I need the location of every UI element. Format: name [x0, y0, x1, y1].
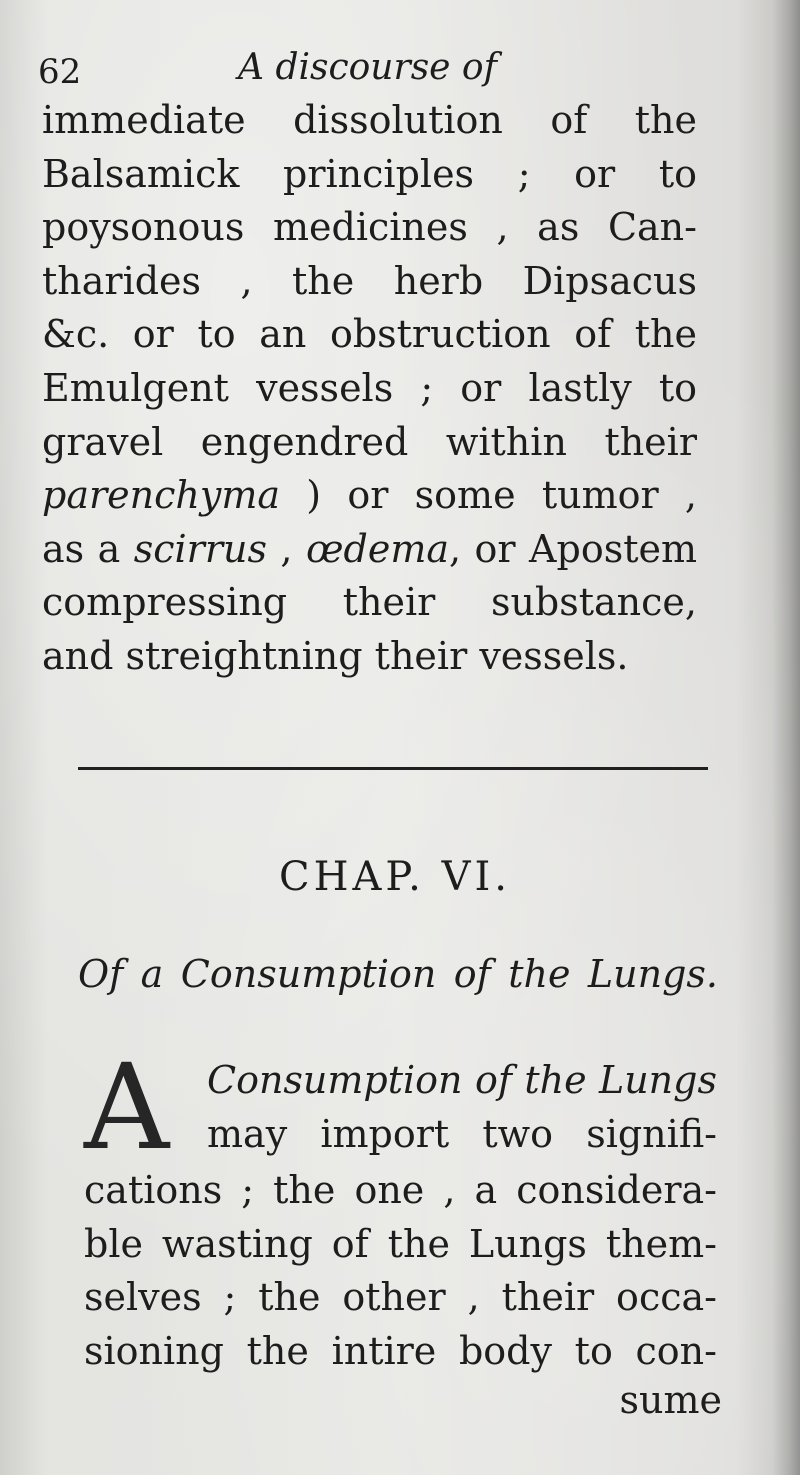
text-fragment: as a — [42, 526, 134, 571]
text-line — [42, 523, 697, 577]
text-line: sioning the intire body to con- — [84, 1328, 717, 1373]
text-line: tharides , the herb Dipsacus — [42, 258, 697, 303]
catchword: sume — [619, 1378, 722, 1422]
text-line — [42, 469, 697, 523]
italic-term: scirrus — [133, 526, 267, 571]
section-divider-rule — [78, 767, 708, 770]
text-line: Emulgent vessels ; or lastly to — [42, 365, 697, 410]
italic-term: parenchyma — [42, 473, 281, 518]
italic-term: œdema — [305, 526, 450, 571]
opening-paragraph — [84, 1164, 717, 1378]
drop-cap-initial: A — [84, 1038, 170, 1176]
page-gutter-shadow — [772, 0, 800, 1475]
opening-lines-beside-initial — [207, 1054, 717, 1161]
chapter-title: Of a Consumption of the Lungs. — [78, 952, 718, 996]
text-line: and streightning their vessels. — [42, 633, 629, 678]
text-fragment: ) or some tumor , — [280, 473, 697, 518]
text-line: &c. or to an obstruction of the — [42, 312, 697, 357]
text-line: ble wasting of the Lungs them- — [84, 1221, 717, 1266]
page-header — [38, 44, 698, 96]
text-line: selves ; the other , their occa- — [84, 1275, 717, 1320]
text-line: Consumption of the Lungs — [207, 1058, 717, 1102]
chapter-heading: CHAP. VI. — [278, 854, 511, 900]
text-line: may import two signifi- — [207, 1111, 717, 1156]
text-line: immediate dissolution of the — [42, 98, 697, 142]
page-number: 62 — [38, 52, 82, 92]
text-line: gravel engendred within their — [42, 419, 697, 464]
text-fragment: , — [266, 526, 306, 571]
text-line: compressing their substance, — [42, 580, 697, 625]
text-fragment: , or Apostem — [449, 526, 697, 571]
text-line: poysonous medicines , as Can- — [42, 205, 697, 250]
text-line: cations ; the one , a considera- — [84, 1168, 717, 1212]
text-line: Balsamick principles ; or to — [42, 151, 697, 196]
running-title: A discourse of — [238, 47, 497, 88]
continued-paragraph — [42, 94, 697, 684]
